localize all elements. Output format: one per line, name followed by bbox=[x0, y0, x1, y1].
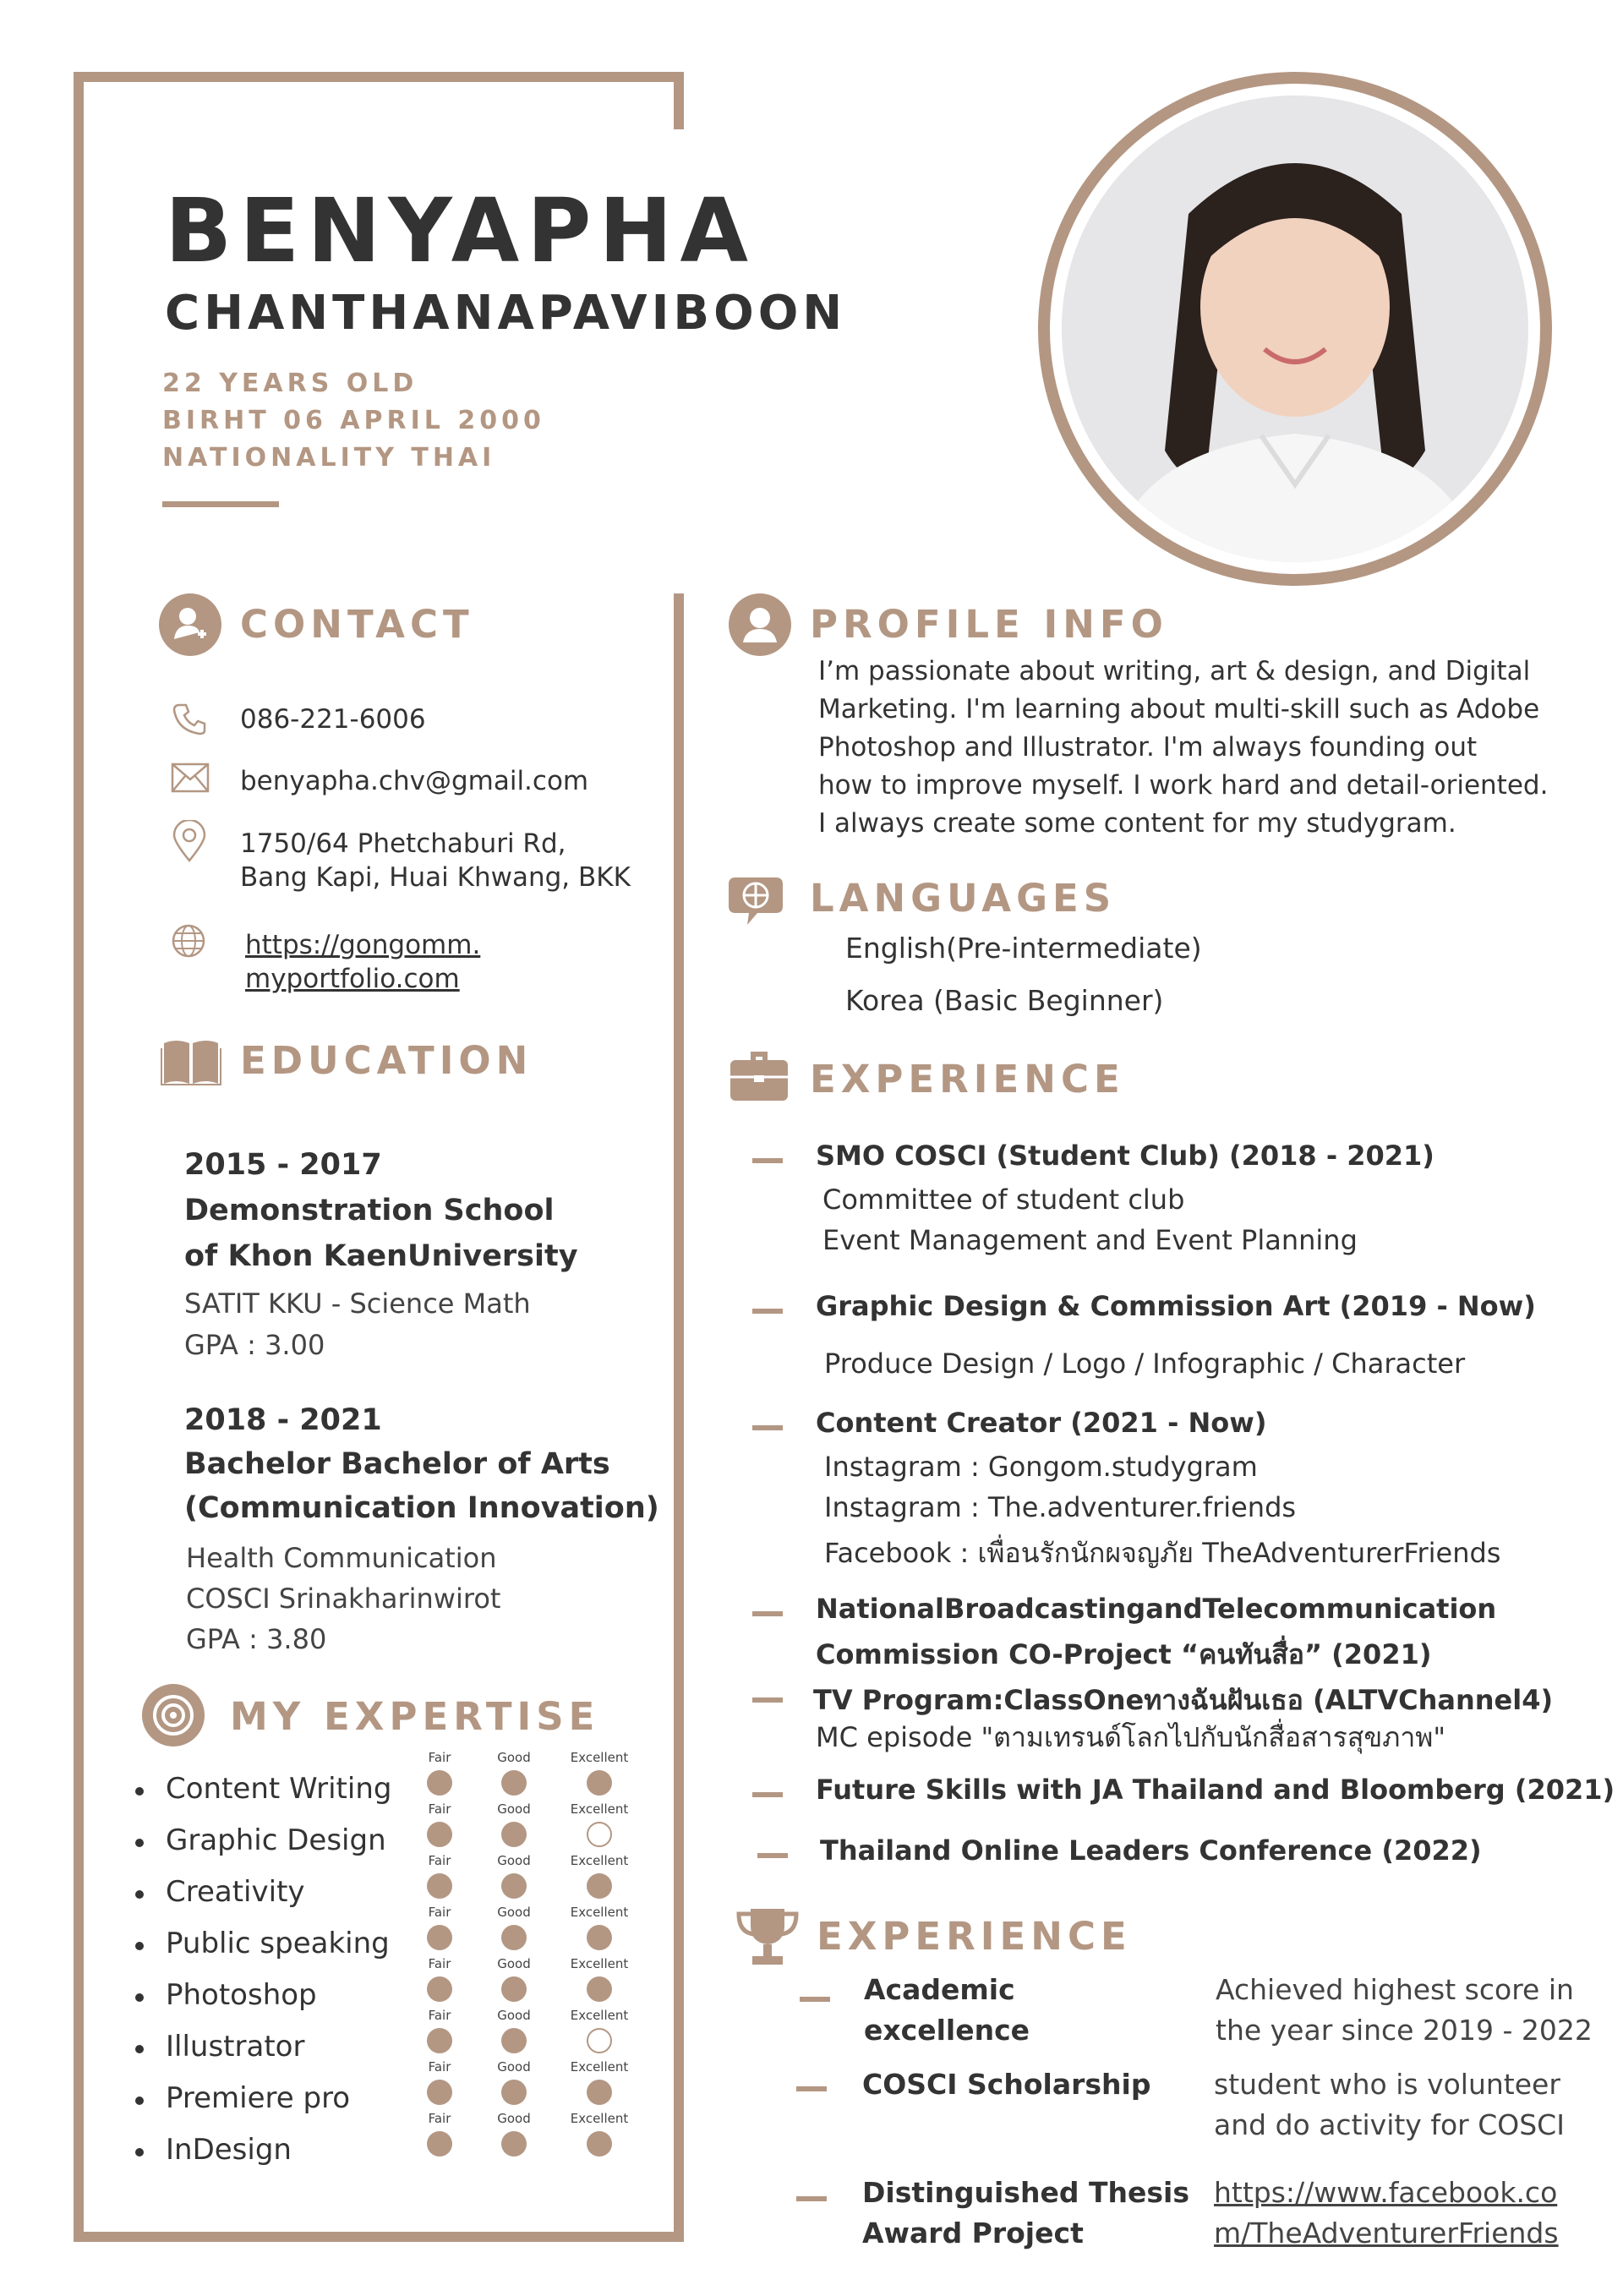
rating-dot bbox=[587, 2028, 612, 2053]
skill-name: Premiere pro bbox=[166, 2081, 351, 2115]
edu-1-school-line-1: Demonstration School bbox=[184, 1194, 555, 1227]
rating-label: Fair bbox=[428, 1801, 451, 1817]
rating-label: Excellent bbox=[570, 1905, 629, 1920]
skill-name: Illustrator bbox=[166, 2030, 305, 2064]
edu-2-school-line-2: (Communication Innovation) bbox=[184, 1491, 659, 1525]
rating-label: Fair bbox=[428, 2008, 451, 2023]
last-name: CHANTHANAPAVIBOON bbox=[165, 286, 847, 341]
award-3-link-line-2[interactable]: m/TheAdventurerFriends bbox=[1214, 2217, 1559, 2250]
skill-name: Photoshop bbox=[166, 1978, 317, 2012]
first-name: BENYAPHA bbox=[165, 179, 756, 282]
address-line-2: Bang Kapi, Huai Khwang, BKK bbox=[240, 862, 631, 893]
edu-1-detail-2: GPA : 3.00 bbox=[184, 1329, 325, 1361]
skill-name: InDesign bbox=[166, 2133, 292, 2167]
awards-title: EXPERIENCE bbox=[817, 1914, 1132, 1959]
award-3-link-line-1[interactable]: https://www.facebook.co bbox=[1214, 2176, 1558, 2209]
birth-date: BIRHT 06 APRIL 2000 bbox=[162, 406, 545, 435]
briefcase-icon bbox=[729, 1048, 790, 1106]
rating-label: Fair bbox=[428, 2111, 451, 2126]
rating-dot bbox=[587, 1925, 612, 1950]
edu-2-school-line-1: Bachelor Bachelor of Arts bbox=[184, 1447, 610, 1481]
exp-7-bullet bbox=[757, 1853, 788, 1858]
rating-label: Fair bbox=[428, 1905, 451, 1920]
language-english: English(Pre-intermediate) bbox=[845, 932, 1202, 965]
rating-dot bbox=[427, 2028, 452, 2053]
rating-label: Excellent bbox=[570, 1853, 629, 1868]
exp-4-title-line-2: Commission CO-Project “คนทันสื่อ” (2021) bbox=[816, 1638, 1432, 1670]
phone-number: 086-221-6006 bbox=[240, 704, 426, 735]
exp-1-bullet bbox=[752, 1158, 783, 1163]
edu-2-detail-2: COSCI Srinakharinwirot bbox=[186, 1583, 501, 1615]
rating-label: Good bbox=[497, 2008, 531, 2023]
expertise-title: MY EXPERTISE bbox=[230, 1694, 600, 1739]
skill-bullet bbox=[135, 1787, 144, 1796]
exp-3-title: Content Creator (2021 - Now) bbox=[816, 1407, 1267, 1439]
award-3-bullet bbox=[796, 2196, 827, 2201]
rating-dot bbox=[587, 1770, 612, 1796]
award-1-title-line-2: excellence bbox=[864, 2014, 1030, 2047]
nationality: NATIONALITY THAI bbox=[162, 443, 496, 473]
profile-line: how to improve myself. I work hard and detail-oriented. bbox=[818, 770, 1549, 801]
rating-dot bbox=[587, 2131, 612, 2157]
rating-dot bbox=[427, 1822, 452, 1847]
profile-line: Photoshop and Illustrator. I'm always founding out bbox=[818, 732, 1478, 763]
rating-dot bbox=[501, 1873, 527, 1899]
skill-bullet bbox=[135, 1890, 144, 1899]
skill-bullet bbox=[135, 1942, 144, 1950]
frame-top-tick bbox=[674, 72, 684, 129]
rating-label: Fair bbox=[428, 2059, 451, 2075]
rating-dot bbox=[427, 1976, 452, 2002]
languages-title: LANGUAGES bbox=[810, 876, 1117, 921]
user-add-icon bbox=[159, 593, 221, 656]
exp-5-desc-1: MC episode "ตามเทรนด์โลกไปกับนักสื่อสารสุขภาพ" bbox=[816, 1721, 1446, 1753]
exp-4-title: NationalBroadcastingandTelecommunication bbox=[816, 1593, 1497, 1625]
rating-label: Fair bbox=[428, 1853, 451, 1868]
exp-3-desc-1: Instagram : Gongom.studygram bbox=[824, 1451, 1258, 1483]
skill-bullet bbox=[135, 2045, 144, 2053]
exp-1-desc-1: Committee of student club bbox=[822, 1184, 1185, 1216]
rating-dot bbox=[501, 1976, 527, 2002]
exp-7-title: Thailand Online Leaders Conference (2022) bbox=[820, 1834, 1482, 1867]
edu-1-years: 2015 - 2017 bbox=[184, 1148, 382, 1182]
exp-1-desc-2: Event Management and Event Planning bbox=[822, 1224, 1358, 1256]
award-1-title-line-1: Academic bbox=[864, 1973, 1015, 2006]
award-1-desc-line-2: the year since 2019 - 2022 bbox=[1216, 2014, 1593, 2047]
edu-1-detail-1: SATIT KKU - Science Math bbox=[184, 1287, 531, 1320]
exp-2-bullet bbox=[752, 1309, 783, 1314]
rating-dot bbox=[501, 2080, 527, 2105]
rating-label: Good bbox=[497, 2059, 531, 2075]
award-3-title-line-1: Distinguished Thesis bbox=[862, 2176, 1189, 2209]
header-rule bbox=[162, 501, 279, 507]
rating-label: Fair bbox=[428, 1956, 451, 1971]
edu-2-detail-1: Health Communication bbox=[186, 1542, 497, 1574]
exp-6-title: Future Skills with JA Thailand and Bloomberg (2021) bbox=[816, 1774, 1615, 1806]
skill-bullet bbox=[135, 2096, 144, 2105]
rating-dot bbox=[501, 2028, 527, 2053]
rating-dot bbox=[587, 2080, 612, 2105]
rating-label: Excellent bbox=[570, 1801, 629, 1817]
exp-2-desc-1: Produce Design / Logo / Infographic / Character bbox=[824, 1348, 1466, 1380]
exp-2-title: Graphic Design & Commission Art (2019 - Now) bbox=[816, 1290, 1536, 1322]
profile-line: I always create some content for my studygram. bbox=[818, 808, 1456, 839]
phone-icon bbox=[171, 700, 208, 741]
experience-title: EXPERIENCE bbox=[810, 1057, 1125, 1102]
trophy-icon bbox=[734, 1905, 801, 1971]
rating-label: Good bbox=[497, 1905, 531, 1920]
book-icon bbox=[161, 1036, 221, 1089]
exp-3-bullet bbox=[752, 1425, 783, 1430]
rating-dot bbox=[587, 1873, 612, 1899]
rating-label: Excellent bbox=[570, 2008, 629, 2023]
skill-bullet bbox=[135, 1993, 144, 2002]
profile-line: Marketing. I'm learning about multi-skill such as Adobe bbox=[818, 694, 1540, 724]
award-2-desc-line-1: student who is volunteer bbox=[1214, 2068, 1560, 2101]
target-icon bbox=[142, 1684, 205, 1747]
skill-bullet bbox=[135, 2148, 144, 2157]
rating-dot bbox=[587, 1822, 612, 1847]
rating-label: Excellent bbox=[570, 1956, 629, 1971]
award-3-title-line-2: Award Project bbox=[862, 2217, 1084, 2250]
edu-1-school-line-2: of Khon KaenUniversity bbox=[184, 1239, 578, 1273]
contact-title: CONTACT bbox=[240, 602, 474, 647]
award-2-title-line-1: COSCI Scholarship bbox=[862, 2068, 1151, 2101]
skill-name: Content Writing bbox=[166, 1772, 392, 1806]
award-2-bullet bbox=[796, 2086, 827, 2091]
location-pin-icon bbox=[172, 820, 206, 866]
language-korean: Korea (Basic Beginner) bbox=[845, 984, 1164, 1017]
rating-label: Excellent bbox=[570, 1750, 629, 1765]
exp-5-title: TV Program:ClassOneทางฉันฝันเธอ (ALTVChannel4) bbox=[813, 1684, 1554, 1716]
rating-dot bbox=[501, 1925, 527, 1950]
rating-dot bbox=[587, 1976, 612, 2002]
rating-dot bbox=[427, 2080, 452, 2105]
user-icon bbox=[729, 593, 791, 656]
column-divider bbox=[674, 593, 684, 2242]
rating-dot bbox=[427, 1873, 452, 1899]
exp-3-desc-3: Facebook : เพื่อนรักนักผจญภัย TheAdventurerFriends bbox=[824, 1537, 1501, 1569]
email-address[interactable]: benyapha.chv@gmail.com bbox=[240, 766, 589, 796]
age: 22 YEARS OLD bbox=[162, 369, 418, 398]
rating-dot bbox=[501, 2131, 527, 2157]
rating-dot bbox=[427, 2131, 452, 2157]
rating-label: Excellent bbox=[570, 2111, 629, 2126]
skill-name: Creativity bbox=[166, 1875, 305, 1909]
skill-name: Graphic Design bbox=[166, 1823, 386, 1857]
rating-label: Good bbox=[497, 1750, 531, 1765]
rating-dot bbox=[427, 1925, 452, 1950]
profile-summary bbox=[818, 653, 1562, 843]
rating-dot bbox=[427, 1770, 452, 1796]
rating-label: Good bbox=[497, 2111, 531, 2126]
edu-2-detail-3: GPA : 3.80 bbox=[186, 1623, 327, 1655]
skill-bullet bbox=[135, 1839, 144, 1847]
rating-label: Good bbox=[497, 1801, 531, 1817]
profile-photo bbox=[1062, 96, 1528, 562]
rating-label: Good bbox=[497, 1853, 531, 1868]
skill-name: Public speaking bbox=[166, 1927, 390, 1960]
speech-globe-icon bbox=[724, 869, 788, 933]
exp-1-title: SMO COSCI (Student Club) (2018 - 2021) bbox=[816, 1140, 1434, 1172]
award-2-desc-line-2: and do activity for COSCI bbox=[1214, 2108, 1565, 2141]
education-title: EDUCATION bbox=[240, 1038, 533, 1083]
rating-label: Good bbox=[497, 1956, 531, 1971]
rating-label: Excellent bbox=[570, 2059, 629, 2075]
profile-title: PROFILE INFO bbox=[810, 602, 1168, 647]
exp-3-desc-2: Instagram : The.adventurer.friends bbox=[824, 1491, 1297, 1523]
edu-2-years: 2018 - 2021 bbox=[184, 1403, 382, 1437]
exp-6-bullet bbox=[752, 1792, 783, 1797]
website-link-line-2[interactable]: myportfolio.com bbox=[245, 964, 460, 994]
profile-line: I’m passionate about writing, art & design, and Digital bbox=[818, 656, 1531, 686]
award-1-desc-line-1: Achieved highest score in bbox=[1216, 1973, 1574, 2006]
exp-4-bullet bbox=[752, 1611, 783, 1616]
exp-5-bullet bbox=[752, 1697, 783, 1703]
mail-icon bbox=[171, 763, 210, 796]
rating-dot bbox=[501, 1822, 527, 1847]
rating-label: Fair bbox=[428, 1750, 451, 1765]
globe-icon bbox=[171, 923, 206, 962]
address-line-1: 1750/64 Phetchaburi Rd, bbox=[240, 828, 566, 859]
rating-dot bbox=[501, 1770, 527, 1796]
website-link-line-1[interactable]: https://gongomm. bbox=[245, 930, 481, 960]
award-1-bullet bbox=[800, 1997, 830, 2002]
